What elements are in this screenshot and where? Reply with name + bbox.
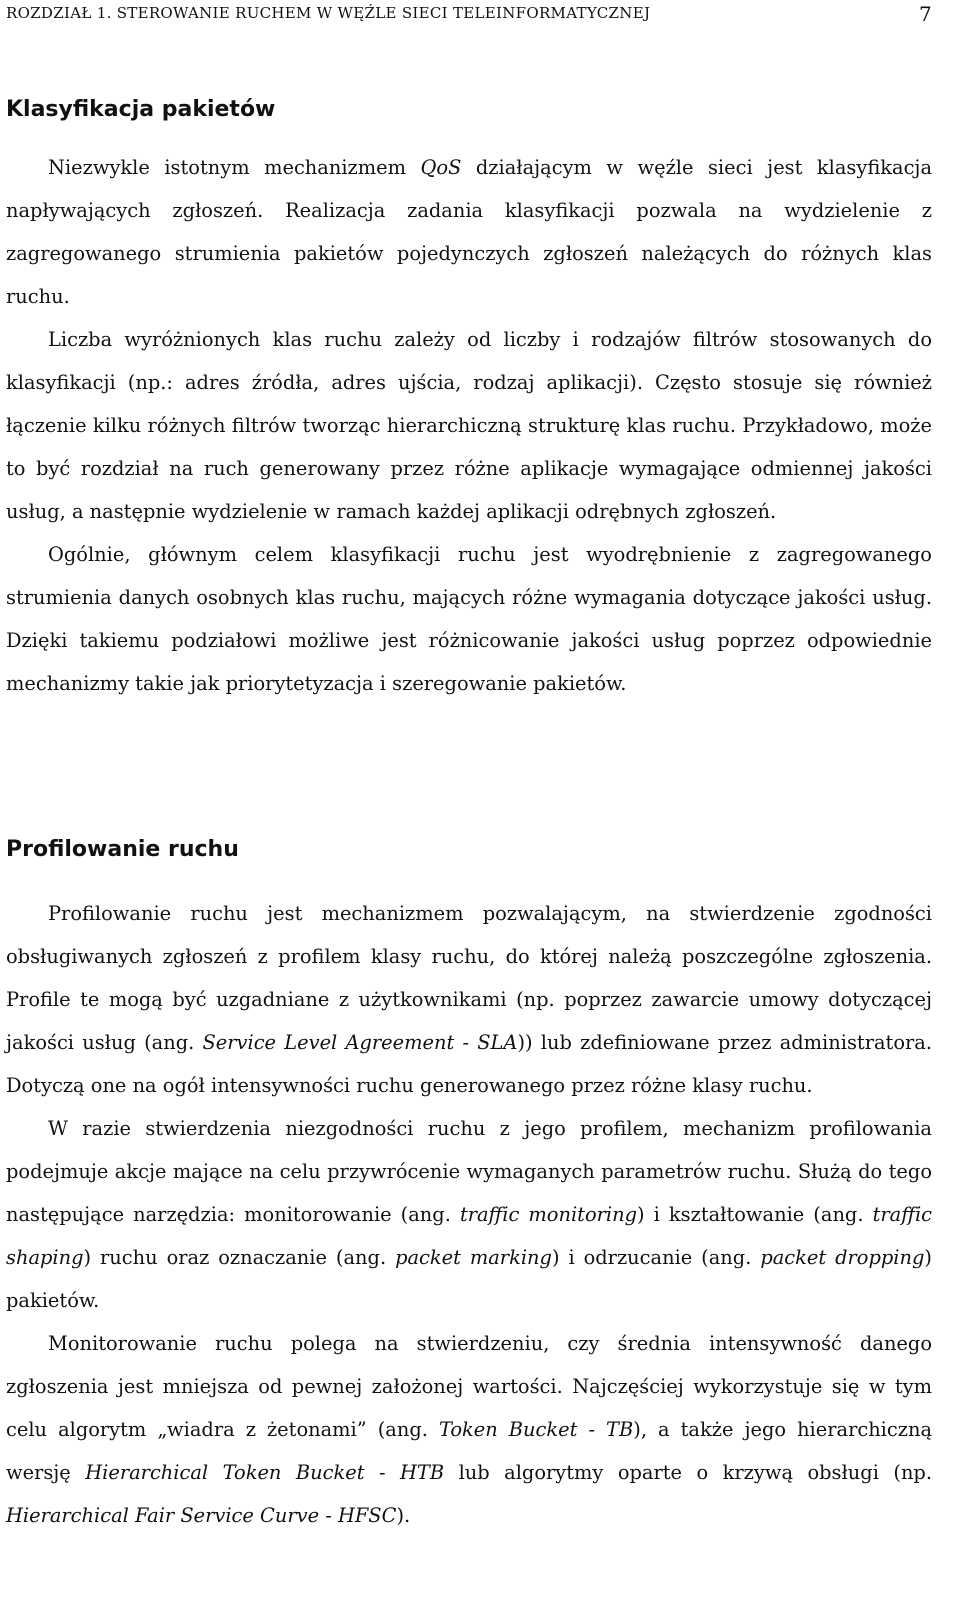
- running-header: [6, 4, 932, 26]
- italic-term: packet dropping: [760, 1246, 925, 1269]
- section-profilowanie: [6, 836, 932, 1537]
- text-run: działającym w węźle sieci jest klasyfikacja napływających zgłoszeń. Realizacja zadania klasyfikacji pozwala na wydzielenie z zagregowanego strumienia pakietów pojedynczych zgłoszeń należących do różnych klas ruchu.: [6, 156, 933, 308]
- italic-term: Hierarchical Token Bucket - HTB: [85, 1461, 445, 1484]
- text-run: ) i kształtowanie (ang.: [637, 1203, 873, 1226]
- italic-term: packet marking: [395, 1246, 552, 1269]
- text-run: ) ruchu oraz oznaczanie (ang.: [83, 1246, 396, 1269]
- section-klasyfikacja: [6, 96, 932, 705]
- paragraph: [6, 1107, 932, 1322]
- text-run: W razie stwierdzenia niezgodności ruchu z jego profilem, mechanizm profilowania podejmuje akcje mające na celu przywrócenie wymaganych parametrów ruchu. Służą do tego następujące narzędzia: monitorowanie (ang.: [6, 1117, 932, 1226]
- italic-term: Hierarchical Fair Service Curve - HFSC: [6, 1504, 397, 1527]
- italic-term: Token Bucket - TB: [438, 1418, 634, 1441]
- italic-term: QoS: [420, 156, 462, 179]
- section-heading: Profilowanie ruchu: [6, 837, 239, 862]
- paragraph: [6, 892, 932, 1107]
- text-run: lub algorytmy oparte o krzywą obsługi (np.: [444, 1461, 933, 1484]
- text-run: ) pakietów.: [6, 1246, 932, 1312]
- text-run: Monitorowanie ruchu polega na stwierdzeniu, czy średnia intensywność danego zgłoszenia jest mniejsza od pewnej założonej wartości. Najczęściej wykorzystuje się w tym celu algorytm „wiadra z żetonami” (ang.: [6, 1332, 932, 1441]
- text-run: ).: [396, 1504, 411, 1527]
- text-run: Niezwykle istotnym mechanizmem: [48, 156, 421, 179]
- paragraph: [6, 1322, 932, 1537]
- text-run: Ogólnie, głównym celem klasyfikacji ruchu jest wyodrębnienie z zagregowanego strumienia danych osobnych klas ruchu, mających różne wymagania dotyczące jakości usług. Dzięki takiemu podziałowi możliwe jest różnicowanie jakości usług poprzez odpowiednie mechanizmy takie jak priorytetyzacja i szeregowanie pakietów.: [6, 543, 932, 695]
- text-run: ), a także jego hierarchiczną wersję: [6, 1418, 933, 1484]
- running-title: ROZDZIAŁ 1. STEROWANIE RUCHEM W WĘŹLE SIECI TELEINFORMATYCZNEJ: [6, 4, 651, 22]
- paragraph: [6, 533, 932, 705]
- section-heading: Klasyfikacja pakietów: [6, 97, 276, 122]
- italic-term: traffic monitoring: [459, 1203, 638, 1226]
- italic-term: Service Level Agreement - SLA: [202, 1031, 518, 1054]
- paragraph: [6, 318, 932, 533]
- italic-term: traffic shaping: [6, 1203, 932, 1269]
- text-run: Profilowanie ruchu jest mechanizmem pozwalającym, na stwierdzenie zgodności obsługiwanych zgłoszeń z profilem klasy ruchu, do której należą poszczególne zgłoszenia. Profile te mogą być uzgadniane z użytkownikami (np. poprzez zawarcie umowy dotyczącej jakości usług (ang.: [6, 902, 932, 1054]
- text-run: )) lub zdefiniowane przez administratora. Dotyczą one na ogół intensywności ruchu generowanego przez różne klasy ruchu.: [6, 1031, 932, 1097]
- paragraph: [6, 146, 932, 318]
- text-run: ) i odrzucanie (ang.: [551, 1246, 761, 1269]
- page-number: 7: [918, 2, 932, 26]
- text-run: Liczba wyróżnionych klas ruchu zależy od liczby i rodzajów filtrów stosowanych do klasyfikacji (np.: adres źródła, adres ujścia, rodzaj aplikacji). Często stosuje się również łączenie kilku różnych filtrów tworząc hierarchiczną strukturę klas ruchu. Przykładowo, może to być rozdział na ruch generowany przez różne aplikacje wymagające odmiennej jakości usług, a następnie wydzielenie w ramach każdej aplikacji odrębnych zgłoszeń.: [6, 328, 932, 523]
